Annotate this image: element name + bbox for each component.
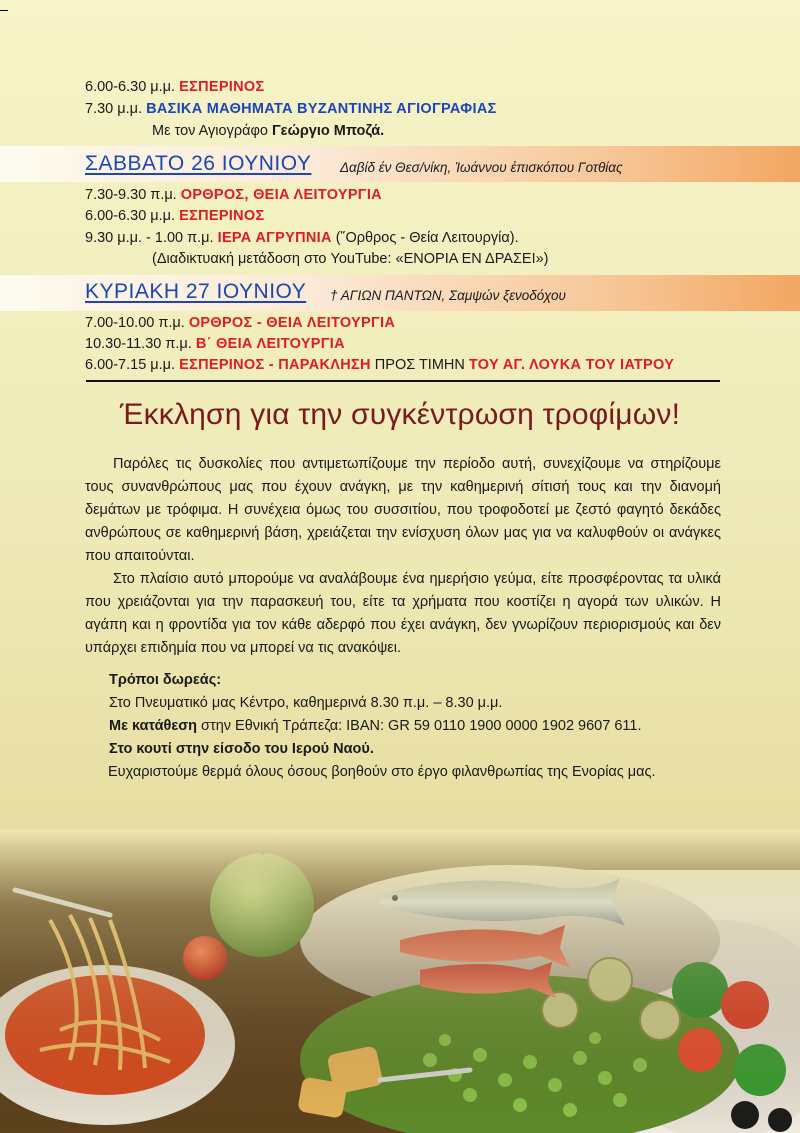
event-name: ΕΣΠΕΡΙΝΟΣ - ΠΑΡΑΚΛΗΣΗ [179, 357, 371, 373]
event-time: 6.00-6.30 μ.μ. [85, 79, 176, 95]
event-name: ΟΡΘΡΟΣ, ΘΕΙΑ ΛΕΙΤΟΥΡΓΙΑ [180, 187, 382, 203]
broadcast-note: (Διαδικτυακή μετάδοση στο YouTube: «ΕΝΟΡΙΑ ΕΝ ΔΡΑΣΕΙ») [152, 251, 549, 267]
event-time: 6.00-7.15 μ.μ. [85, 357, 176, 373]
event-name: Β΄ ΘΕΙΑ ΛΕΙΤΟΥΡΓΙΑ [195, 336, 345, 352]
schedule-line [85, 334, 345, 354]
event-time: 6.00-6.30 μ.μ. [85, 208, 176, 224]
event-name: ΕΣΠΕΡΙΝΟΣ [179, 79, 265, 95]
event-time: 10.30-11.30 π.μ. [85, 336, 192, 352]
day-title-sunday: ΚΥΡΙΑΚΗ 27 ΙΟΥΝΙΟΥ [85, 280, 307, 303]
schedule-line [85, 228, 519, 248]
event-name: ΒΑΣΙΚΑ ΜΑΘΗΜΑΤΑ ΒΥΖΑΝΤΙΝΗΣ ΑΓΙΟΓΡΑΦΙΑΣ [146, 101, 497, 117]
schedule-line [85, 77, 264, 97]
event-note: (῎Ορθρος - Θεία Λειτουργία). [335, 230, 519, 246]
thanks-line: Ευχαριστούμε θερμά όλους όσους βοηθούν στο έργο φιλανθρωπίας της Ενορίας μας. [108, 764, 656, 780]
event-time: 7.30 μ.μ. [85, 101, 143, 117]
schedule-line [85, 206, 264, 226]
donation-methods [109, 669, 656, 784]
day-saints-saturday: Δαβίδ έν Θεσ/νίκη, Ἰωάννου ἐπισκόπου Γοτθίας [340, 160, 623, 175]
event-time: 9.30 μ.μ. - 1.00 π.μ. [85, 230, 214, 246]
appeal-paragraph: Παρόλες τις δυσκολίες που αντιμετωπίζουμε την περίοδο αυτή, συνεχίζουμε να στηρίζουμε τους συνανθρώπους μας που έχουν ανάγκη, με την καθημερινή σίτισή τους και την διανομή δεμάτων με τρόφιμα. Η συνέχεια όμως του συσσιτίου, που τροφοδοτεί με ζεστό φαγητό δεκάδες ανθρώπους σε καθημερινή βάση, χρειάζεται την ενίσχυση όλων μας για να καλυφθούν οι ανάγκες που απαιτούνται. [85, 456, 721, 564]
event-name: ΕΣΠΕΡΙΝΟΣ [179, 208, 265, 224]
event-note: Με τον Αγιογράφο [152, 123, 268, 139]
appeal-paragraph: Στο πλαίσιο αυτό μπορούμε να αναλάβουμε ένα ημερήσιο γεύμα, είτε προσφέροντας τα υλικά που χρειάζονται για την παρασκευή του, είτε τα χρήματα που κοστίζει η αγορά των υλικών. Η αγάπη και η φροντίδα για τον κάθε αδερφό που έχει ανάγκη, δεν γνωρίζουν περιορισμούς και δεν υπάρχει επιδημία που να μπορεί να τις ανακόψει. [85, 571, 721, 656]
schedule-line [85, 355, 674, 375]
teacher-name: Γεώργιο Μποζά. [271, 123, 385, 139]
event-name: ΙΕΡΑ ΑΓΡΥΠΝΙΑ [217, 230, 332, 246]
event-dedication: ΤΟΥ ΑΓ. ΛΟΥΚΑ ΤΟΥ ΙΑΤΡΟΥ [468, 357, 675, 373]
section-divider [86, 380, 720, 382]
donation-label: Με κατάθεση [109, 718, 197, 734]
schedule-line [152, 121, 384, 141]
food-collage-image [0, 830, 800, 1133]
schedule-line [152, 249, 549, 269]
event-time: 7.00-10.00 π.μ. [85, 315, 185, 331]
donation-line [109, 715, 656, 738]
food-illustration [0, 830, 800, 1133]
schedule-line [85, 185, 382, 205]
donation-line: Στο Πνευματικό μας Κέντρο, καθημερινά 8.30 π.μ. – 8.30 μ.μ. [109, 695, 503, 711]
day-title-saturday: ΣΑΒΒΑΤΟ 26 ΙΟΥΝΙΟΥ [85, 152, 312, 175]
appeal-title: Έκκληση για την συγκέντρωση τροφίμων! [119, 398, 681, 431]
donation-line: Στο κουτί στην είσοδο του Ιερού Ναού. [109, 741, 374, 757]
schedule-line [85, 313, 395, 333]
event-note: ΠΡΟΣ ΤΙΜΗΝ [374, 357, 465, 373]
schedule-line [85, 99, 497, 119]
appeal-body [85, 453, 721, 660]
event-name: ΟΡΘΡΟΣ - ΘΕΙΑ ΛΕΙΤΟΥΡΓΙΑ [188, 315, 396, 331]
crop-mark [0, 10, 8, 11]
bank-details: στην Εθνική Τράπεζα: IBAN: GR 59 0110 1900 0000 1902 9607 611. [201, 718, 642, 734]
event-time: 7.30-9.30 π.μ. [85, 187, 177, 203]
donation-heading: Τρόποι δωρεάς: [109, 672, 222, 688]
day-saints-sunday: † ΑΓΙΩΝ ΠΑΝΤΩΝ, Σαμψών ξενοδόχου [330, 288, 566, 303]
